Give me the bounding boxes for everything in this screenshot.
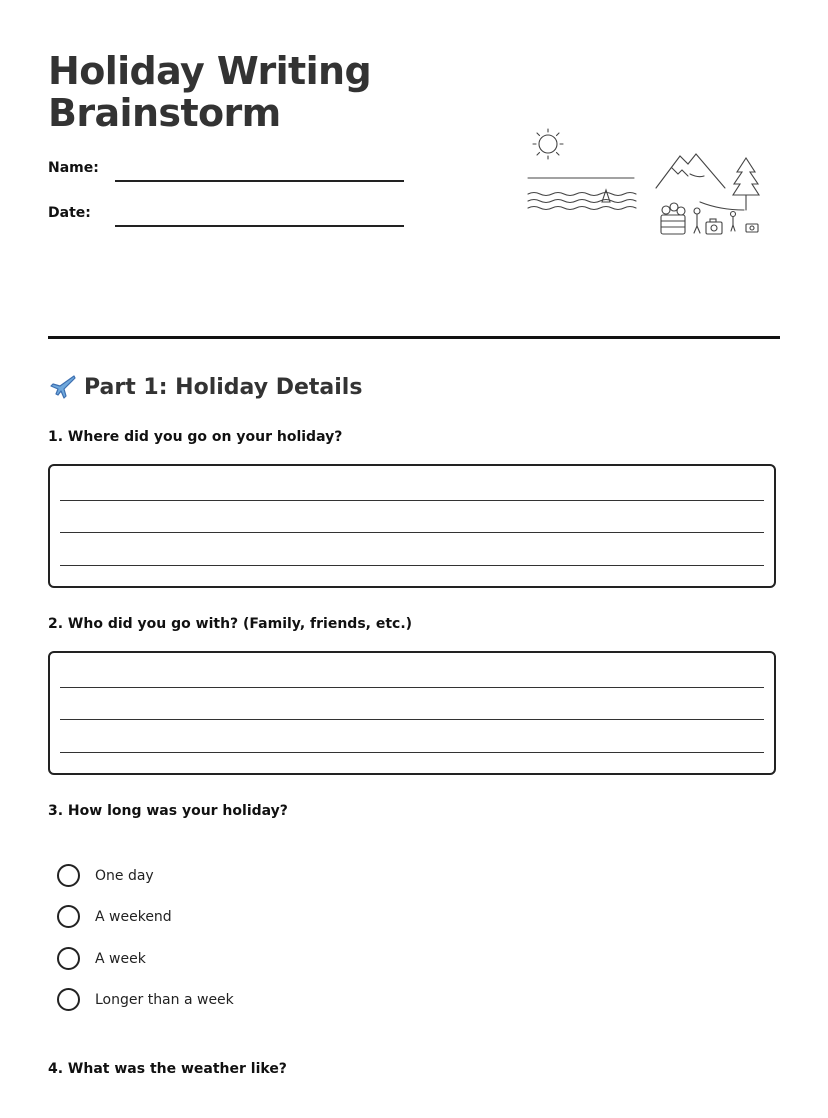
- name-field[interactable]: [115, 180, 404, 182]
- option-label: A weekend: [95, 908, 172, 925]
- camera-icon: [706, 219, 722, 234]
- radio-button[interactable]: [57, 947, 80, 970]
- tree-icon: [733, 158, 759, 210]
- answer-line: [60, 719, 764, 720]
- radio-button[interactable]: [57, 864, 80, 887]
- sun-icon: [533, 129, 563, 159]
- answer-line: [60, 752, 764, 753]
- option-a-weekend[interactable]: [57, 905, 172, 928]
- title-line-1: Holiday Writing: [48, 49, 372, 93]
- title-line-2: Brainstorm: [48, 91, 281, 135]
- part1-heading: [48, 372, 362, 402]
- option-a-week[interactable]: [57, 947, 146, 970]
- answer-line: [60, 687, 764, 688]
- section-divider: [48, 336, 780, 339]
- holiday-illustration: [520, 124, 765, 242]
- option-label: Longer than a week: [95, 991, 234, 1008]
- answer-box-1[interactable]: [48, 464, 776, 588]
- radio-button[interactable]: [57, 988, 80, 1011]
- date-field[interactable]: [115, 225, 404, 227]
- name-label: Name:: [48, 160, 99, 176]
- answer-line: [60, 532, 764, 533]
- date-label: Date:: [48, 205, 91, 221]
- photo-icon: [746, 224, 758, 232]
- question-1: 1. Where did you go on your holiday?: [48, 429, 343, 445]
- mountain-icon: [656, 154, 725, 188]
- radio-button[interactable]: [57, 905, 80, 928]
- path-icon: [700, 202, 744, 210]
- answer-box-2[interactable]: [48, 651, 776, 775]
- page-title: [48, 50, 428, 134]
- option-label: A week: [95, 950, 146, 967]
- option-label: One day: [95, 867, 154, 884]
- option-longer-than-a-week[interactable]: [57, 988, 234, 1011]
- people-icon: [694, 208, 736, 233]
- question-4: 4. What was the weather like?: [48, 1061, 287, 1077]
- option-one-day[interactable]: [57, 864, 154, 887]
- part1-heading-text: Part 1: Holiday Details: [84, 374, 363, 400]
- question-2: 2. Who did you go with? (Family, friends, etc.): [48, 616, 413, 632]
- sea-icon: [528, 178, 636, 210]
- answer-line: [60, 500, 764, 501]
- question-3: 3. How long was your holiday?: [48, 803, 288, 819]
- airplane-icon: [48, 372, 78, 402]
- basket-icon: [661, 203, 685, 234]
- answer-line: [60, 565, 764, 566]
